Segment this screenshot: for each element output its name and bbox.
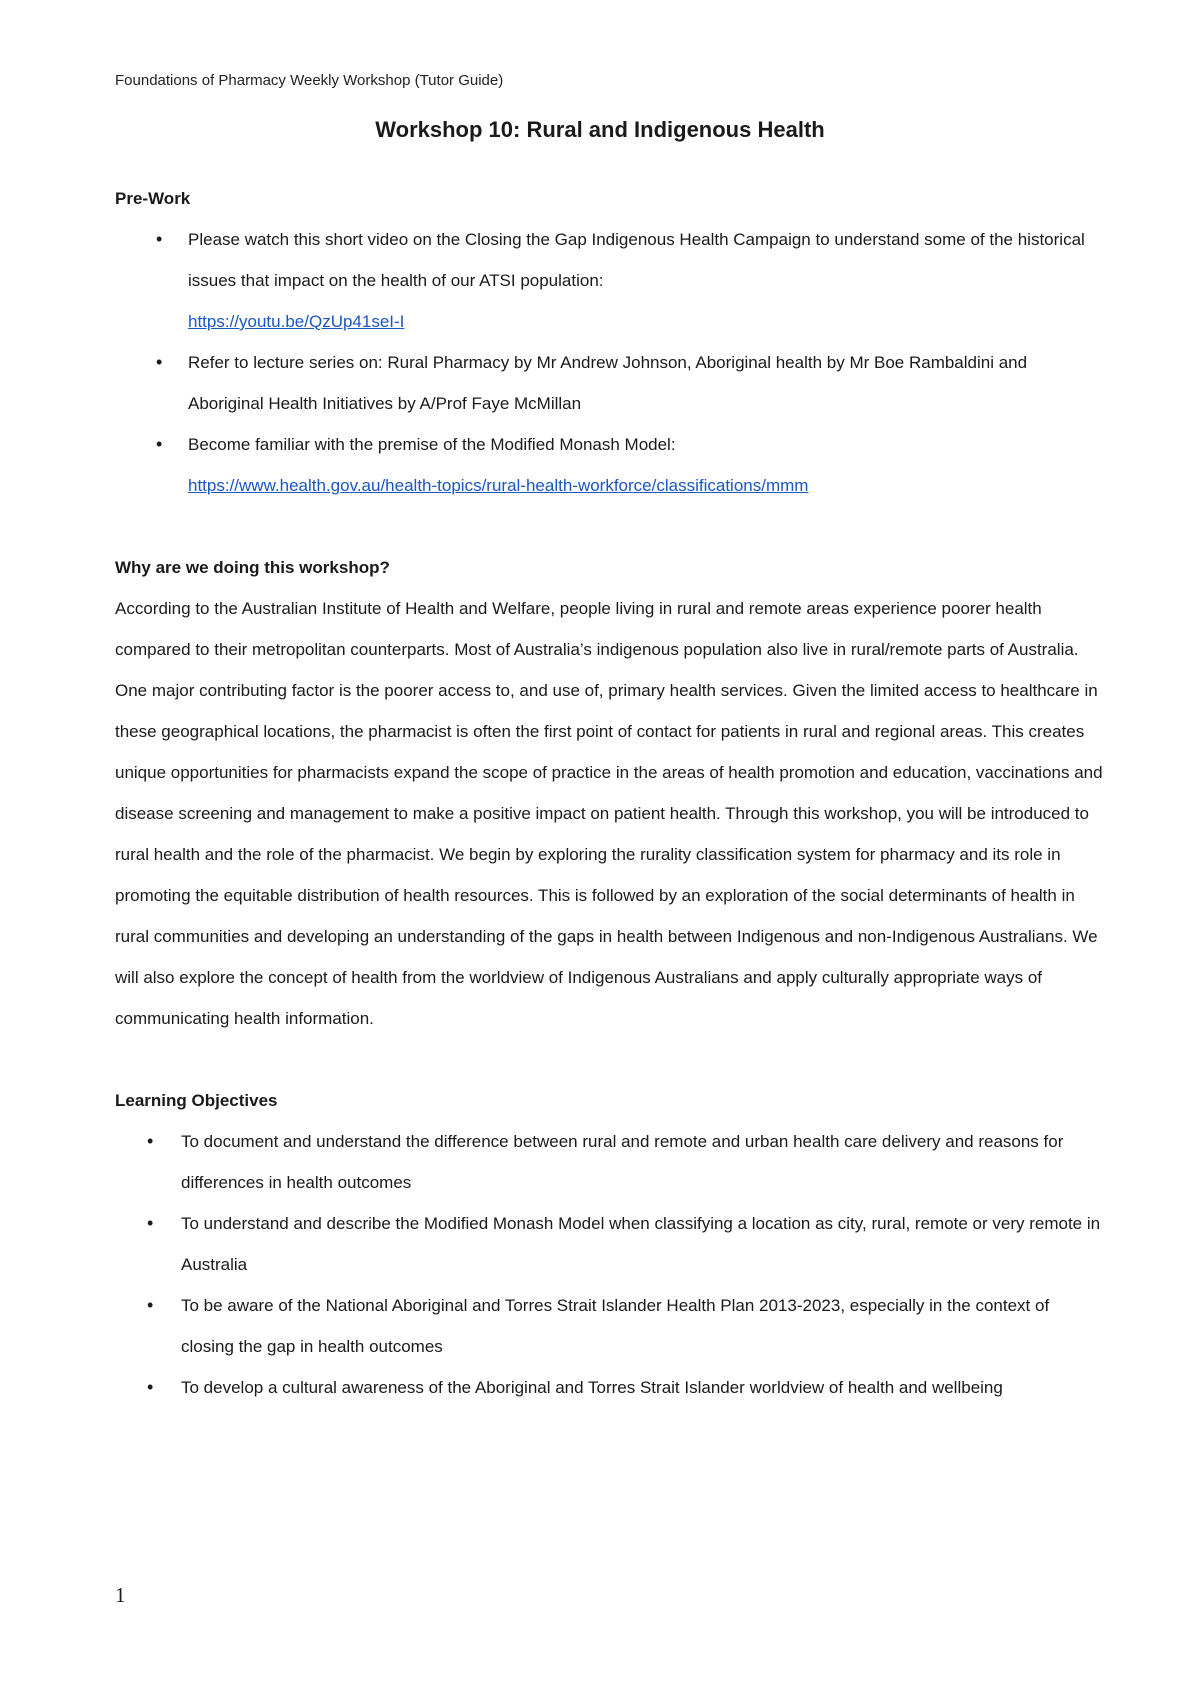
prework-item-text: Please watch this short video on the Closing the Gap Indigenous Health Campaign to understand some of the historical issues that impact on the health of our ATSI population:: [188, 230, 1085, 290]
list-item: • To document and understand the difference between rural and remote and urban health care delivery and reasons for differences in health outcomes: [115, 1121, 1105, 1203]
prework-item-text: Refer to lecture series on: Rural Pharmacy by Mr Andrew Johnson, Aboriginal health by Mr Boe Rambaldini and Aboriginal Health Initiatives by A/Prof Faye McMillan: [188, 353, 1028, 413]
prework-list: [115, 219, 1105, 506]
prework-heading: Pre-Work: [115, 189, 191, 208]
list-item: [115, 219, 1105, 342]
list-item: [115, 424, 1105, 506]
document-body: [115, 178, 1105, 1408]
spacer: [115, 1039, 1105, 1080]
why-heading: Why are we doing this workshop?: [115, 558, 390, 577]
mmm-link[interactable]: https://www.health.gov.au/health-topics/rural-health-workforce/classifications/mmm: [188, 476, 809, 495]
objectives-list: [115, 1121, 1105, 1408]
list-item: • To be aware of the National Aboriginal and Torres Strait Islander Health Plan 2013-2023, especially in the context of closing the gap in health outcomes: [115, 1285, 1105, 1367]
prework-item-text: Become familiar with the premise of the Modified Monash Model:: [188, 435, 676, 454]
page-number: 1: [115, 1583, 126, 1607]
running-header: Foundations of Pharmacy Weekly Workshop (Tutor Guide): [115, 72, 504, 89]
why-paragraph: According to the Australian Institute of Health and Welfare, people living in rural and remote areas experience poorer health compared to their metropolitan counterparts. Most of Australia’s indigenous population also live in rural/remote parts of Australia. One major contributing factor is the poorer access to, and use of, primary health services. Given the limited access to healthcare in these geographical locations, the pharmacist is often the first point of contact for patients in rural and regional areas. This creates unique opportunities for pharmacists expand the scope of practice in the areas of health promotion and education, vaccinations and disease screening and management to make a positive impact on patient health. Through this workshop, you will be introduced to rural health and the role of the pharmacist. We begin by exploring the rurality classification system for pharmacy and its role in promoting the equitable distribution of health resources. This is followed by an exploration of the social determinants of health in rural communities and developing an understanding of the gaps in health between Indigenous and non-Indigenous Australians. We will also explore the concept of health from the worldview of Indigenous Australians and apply culturally appropriate ways of communicating health information.: [115, 599, 1103, 1028]
list-item: [115, 342, 1105, 424]
objectives-heading: Learning Objectives: [115, 1091, 278, 1110]
spacer: [115, 506, 1105, 547]
list-item: • To understand and describe the Modified Monash Model when classifying a location as city, rural, remote or very remote in Australia: [115, 1203, 1105, 1285]
list-item: • To develop a cultural awareness of the Aboriginal and Torres Strait Islander worldview of health and wellbeing: [115, 1367, 1105, 1408]
video-link[interactable]: https://youtu.be/QzUp41seI-I: [188, 312, 405, 331]
page-title: Workshop 10: Rural and Indigenous Health: [375, 117, 825, 142]
